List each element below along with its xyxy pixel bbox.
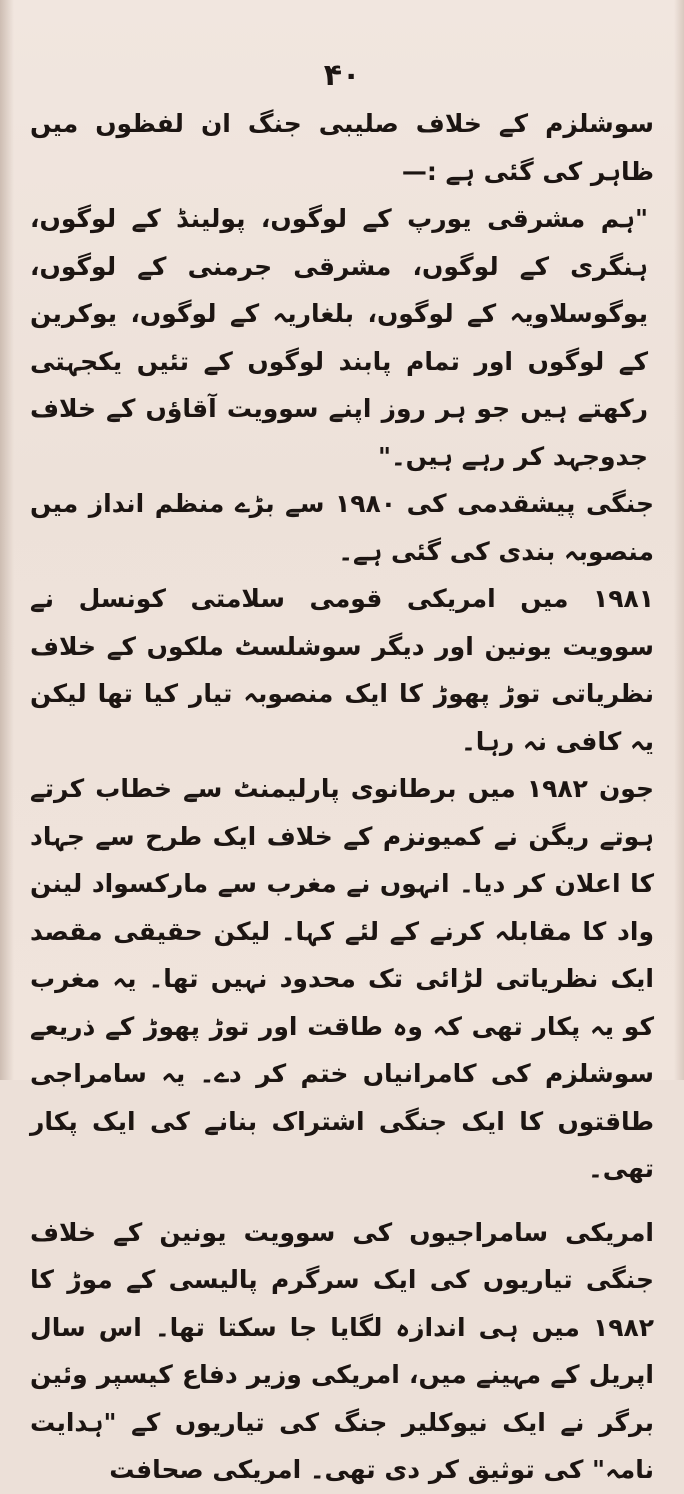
page-body <box>30 100 654 1494</box>
body-paragraph-3: جون ۱۹۸۲ میں برطانوی پارلیمنٹ سے خطاب کرتے ہوتے ریگن نے کمیونزم کے خلاف ایک طرح سے جہاد کا اعلان کر دیا۔ انہوں نے مغرب سے مارکسواد لینن واد کا مقابلہ کرنے کے لئے کہا۔ لیکن حقیقی مقصد ایک نظریاتی لڑائی تک محدود نہیں تھا۔ یہ مغرب کو یہ پکار تھی کہ وہ طاقت اور توڑ پھوڑ کے ذریعے سوشلزم کی کامرانیاں ختم کر دے۔ یہ سامراجی طاقتوں کا ایک جنگی اشتراک بنانے کی ایک پکار تھی۔ <box>30 774 655 1183</box>
quote-paragraph: "ہم مشرقی یورپ کے لوگوں، پولینڈ کے لوگوں، ہنگری کے لوگوں، مشرقی جرمنی کے لوگوں، یوگوسلاویہ کے لوگوں، بلغاریہ کے لوگوں، یوکرین کے لوگوں اور تمام پابند لوگوں کے تئیں یکجہتی رکھتے ہیں جو ہر روز اپنے سوویت آقاؤں کے خلاف جدوجہد کر رہے ہیں۔" <box>30 204 648 471</box>
page-shadow-right <box>674 0 684 1080</box>
body-paragraph-2: ۱۹۸۱ میں امریکی قومی سلامتی کونسل نے سوویت یونین اور دیگر سوشلسٹ ملکوں کے خلاف نظریاتی توڑ پھوڑ کا ایک منصوبہ تیار کیا تھا لیکن یہ کافی نہ رہا۔ <box>30 584 654 756</box>
page-shadow-left <box>0 0 14 1080</box>
body-paragraph-1: جنگی پیشقدمی کی ۱۹۸۰ سے بڑے منظم انداز میں منصوبہ بندی کی گئی ہے۔ <box>30 489 654 566</box>
body-paragraph-4: امریکی سامراجیوں کی سوویت یونین کے خلاف جنگی تیاریوں کی ایک سرگرم پالیسی کے موڑ کا ۱۹۸۲ میں ہی اندازہ لگایا جا سکتا تھا۔ اس سال اپریل کے مہینے میں، امریکی وزیر دفاع کیسپر وئین برگر نے ایک نیوکلیر جنگ کی تیاریوں کے "ہدایت نامہ" کی توثیق کر دی تھی۔ امریکی صحافت <box>30 1217 654 1484</box>
intro-paragraph: سوشلزم کے خلاف صلیبی جنگ ان لفظوں میں ظاہر کی گئی ہے :— <box>30 109 654 186</box>
page-number: ۴۰ <box>323 58 361 93</box>
